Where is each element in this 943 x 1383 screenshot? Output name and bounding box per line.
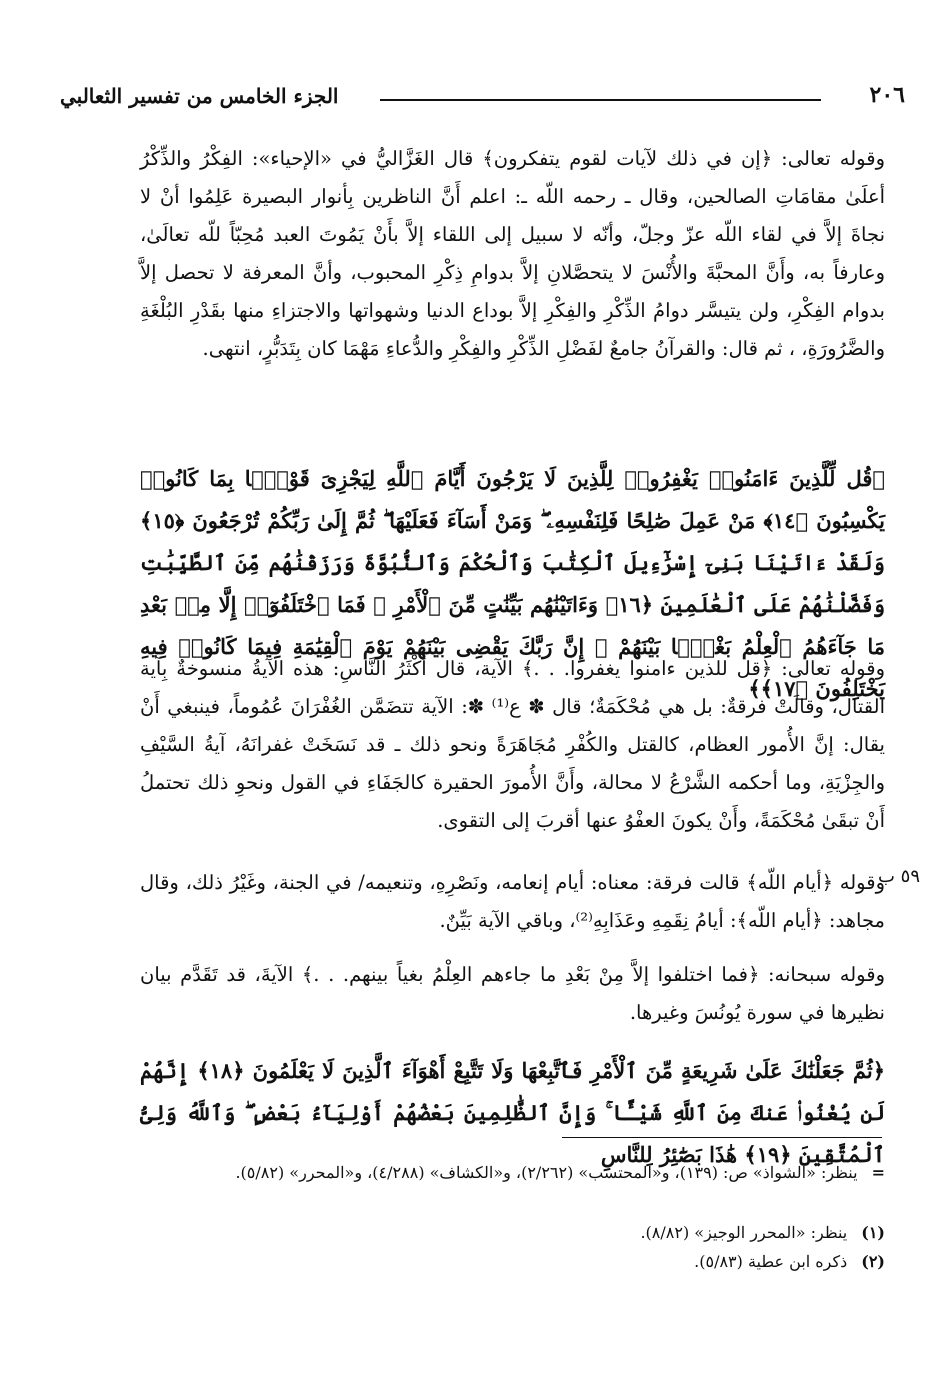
page-header <box>60 82 905 116</box>
page-number: ٢٠٦ <box>869 82 905 108</box>
commentary-paragraph-1: وقوله تعالى: ﴿إن في ذلك لآيات لقوم يتفكرون﴾ قال الغَزَّاليُّ في «الإحياء»: الفِكْرُ والذِّكْرُ أعلَىٰ مقامَاتِ الصالحين، وقال ـ رحمه اللّه ـ: اعلم أَنَّ الناظرين بِأنوار البصيرة عَلِمُوا أنْ لا نجاةَ إلاَّ في لقاء اللّه عزّ وجلّ، وأنّه لا سبيل إلى اللقاء إلاَّ بأَنْ يَمُوتَ العبد مُحِبّاً للّه تعالَىٰ، وعارفاً به، وأَنَّ المحبَّةَ والأُنْسَ لا يتحصَّلانِ إلاَّ بدوامِ ذِكْرِ المحبوب، وأنَّ المعرفة لا تحصل إلاَّ بدوام الفِكْرِ، ولن يتيسَّر دوامُ الذِّكْرِ والفِكْرِ إلاَّ بوداع الدنيا وشهواتها والاجتزاءِ منها بقَدْرِ البُلْغَةِ والضَّرُورَةِ، ، ثم قال: والقرآنُ جامعٌ لفَضْلِ الذِّكْرِ والفِكْرِ والدُّعاءِ مَهْمَا كان بِتَدَبُّرٍ، انتهى. <box>140 147 885 360</box>
footnote-continued <box>150 1160 885 1186</box>
commentary-paragraph-4: وقوله سبحانه: ﴿فما اختلفوا إلاَّ مِنْ بَعْدِ ما جاءهم العِلْمُ بغياً بينهم. . .﴾ الآيةَ، قد تَقَدَّم بيان نظيرها في سورة يُونُسَ وغيرها. <box>140 963 885 1024</box>
running-title: الجزء الخامس من تفسير الثعالبي <box>60 84 339 108</box>
quran-passage-2: ﴿ثُمَّ جَعَلْنَٰكَ عَلَىٰ شَرِيعَةٍ مِّنَ ٱلْأَمْرِ فَٱتَّبِعْهَا وَلَا تَتَّبِعْ أَهْوَآءَ ٱلَّذِينَ لَا يَعْلَمُونَ ﴿١٨﴾ إِنَّهُمْ لَن يُغْنُوا۟ عَنكَ مِنَ ٱللَّهِ شَيْـًٔا ۚ وَإِنَّ ٱلظَّٰلِمِينَ بَعْضُهُمْ أَوْلِيَآءُ بَعْضٍ ۖ وَٱللَّهُ وَلِىُّ ٱلْمُتَّقِينَ ﴿١٩﴾ هَٰذَا بَصَٰٓئِرُ لِلنَّاسِ <box>140 1058 885 1167</box>
commentary-paragraph-3: وقوله ﴿أيام اللّه﴾ قالت فرقة: معناه: أيام إنعامه، ونَصْرِهِ، وتنعيمه/ في الجنة، وغَيْرُ ذلك، وقال مجاهد: ﴿أيام اللّه﴾: أيامُ نِقَمِهِ وعَذَابِهِ⁽²⁾، وباقي الآية بَيِّنٌ. <box>140 871 885 932</box>
footnote-marker: (٢) <box>861 1252 885 1271</box>
footnote-marker: (١) <box>861 1223 885 1242</box>
quran-passage-1: ﴿قُل لِّلَّذِينَ ءَامَنُوا۟ يَغْفِرُوا۟ لِلَّذِينَ لَا يَرْجُونَ أَيَّامَ ٱللَّهِ لِيَجْزِىَ قَوْمًۢا بِمَا كَانُوا۟ يَكْسِبُونَ ﴿١٤﴾ مَنْ عَمِلَ صَٰلِحًا فَلِنَفْسِهِۦ ۖ وَمَنْ أَسَآءَ فَعَلَيْهَا ۖ ثُمَّ إِلَىٰ رَبِّكُمْ تُرْجَعُونَ ﴿١٥﴾ وَلَقَدْ ءَاتَيْنَا بَنِىٓ إِسْرَٰٓءِيلَ ٱلْكِتَٰبَ وَٱلْحُكْمَ وَٱلنُّبُوَّةَ وَرَزَقْنَٰهُم مِّنَ ٱلطَّيِّبَٰتِ وَفَضَّلْنَٰهُمْ عَلَى ٱلْعَٰلَمِينَ ﴿١٦﴾ وَءَاتَيْنَٰهُم بَيِّنَٰتٍ مِّنَ ٱلْأَمْرِ ۖ فَمَا ٱخْتَلَفُوٓا۟ إِلَّا مِنۢ بَعْدِ مَا جَآءَهُمُ ٱلْعِلْمُ بَغْيًۢا بَيْنَهُمْ ۚ إِنَّ رَبَّكَ يَقْضِى بَيْنَهُمْ يَوْمَ ٱلْقِيَٰمَةِ فِيمَا كَانُوا۟ فِيهِ يَخْتَلِفُونَ ﴿١٧﴾﴾ <box>140 466 886 701</box>
footnote-text: ينظر: «المحرر الوجيز» (٨/٨٢). <box>640 1223 848 1242</box>
commentary-paragraph-2: وقوله تعالى: ﴿قل للذين ءامنوا يغفروا. . .﴾ الآية، قال أَكْثَرُ النَّاسِ: هذه الآيةُ منسوخةٌ بِآية القتال، وقالَتْ فرقةٌ: بل هي مُحْكَمَةٌ؛ قال ✽ ع⁽¹⁾ ✽: الآية تتضَمَّن الغُفْرَانَ عُمُوماً، فينبغي أَنْ يقال: إنَّ الأُمور العظام، كالقتل والكُفْرِ مُجَاهَرَةً ونحو ذلك ـ قد نَسَخَتْ غفرانَهُ، آيةُ السَّيْفِ والجِزْيَةِ، وما أحكمه الشَّرْعُ لا محالة، وأَنَّ الأُمورَ الحقيرة كالجَفَاءِ في القول ونحوِ ذلك تحتملُ أَنْ تبقَىٰ مُحْكَمَةً، وأَنْ يكونَ العفْوُ عنها أقربَ إلى التقوى. <box>140 657 886 832</box>
footnote-2 <box>150 1249 885 1275</box>
footnote-1 <box>150 1220 885 1246</box>
footnote-separator <box>562 1137 882 1138</box>
footnote-text: ذكره ابن عطية (٥/٨٣). <box>694 1252 848 1271</box>
manuscript-folio-note: ٥٩ ب <box>877 866 920 887</box>
footnote-text: ينظر: «الشواذ» ص: (١٣٩)، و«المحتسب» (٢/٢٦٢)، و«الكشاف» (٤/٢٨٨)، و«المحرر» (٥/٨٢). <box>235 1163 858 1182</box>
header-rule <box>380 99 821 101</box>
footnote-marker: = <box>871 1163 885 1182</box>
